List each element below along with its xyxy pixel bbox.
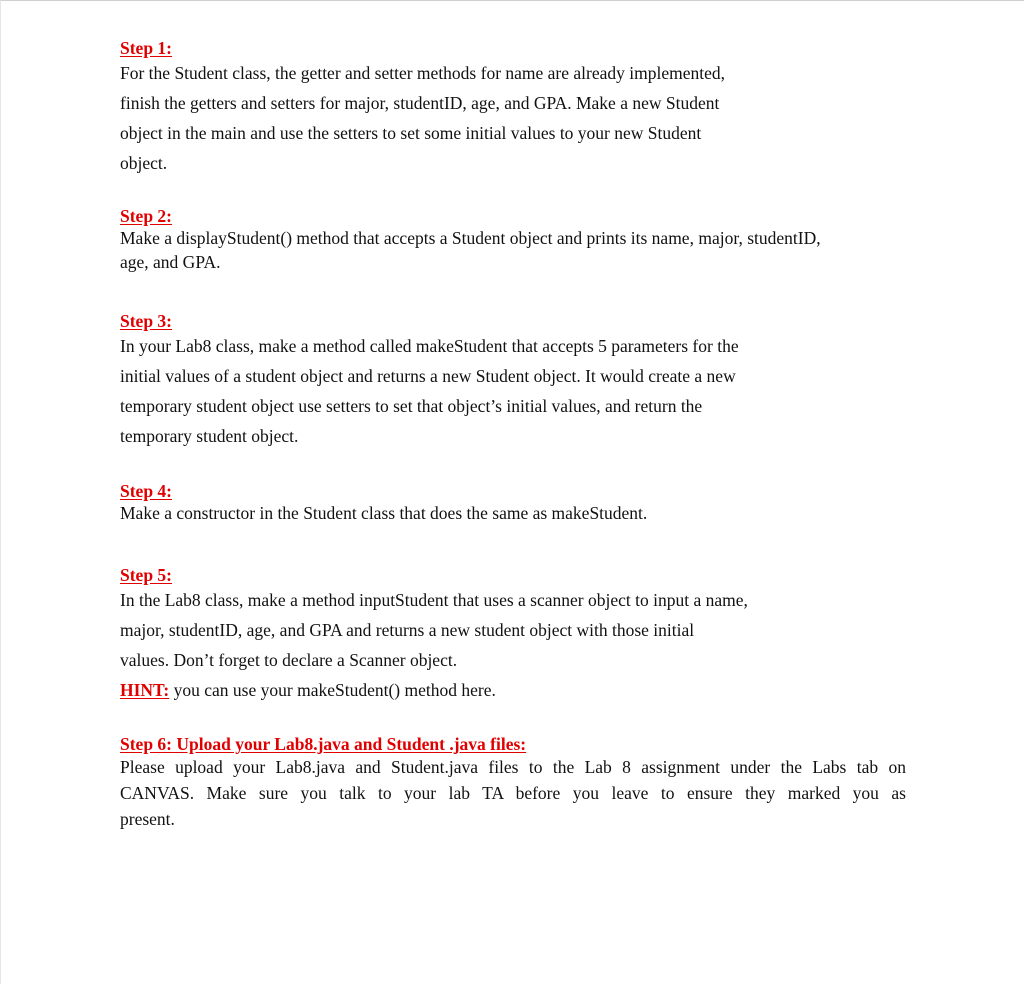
step-1-line-2: finish the getters and setters for major, studentID, age, and GPA. Make a new Student — [120, 93, 720, 113]
step-3-line-4: temporary student object. — [120, 426, 299, 446]
step-1 — [120, 38, 920, 178]
step-5-heading: Step 5: — [120, 565, 173, 585]
step-6-line-2: CANVAS. Make sure you talk to your lab TA before you leave to ensure they marked you as — [120, 783, 906, 803]
step-6 — [120, 734, 920, 832]
step-1-line-3: object in the main and use the setters to set some initial values to your new Student — [120, 123, 702, 143]
step-2-heading: Step 2: — [120, 206, 173, 226]
step-5 — [120, 565, 920, 705]
step-2 — [120, 206, 920, 274]
step-1-line-1: For the Student class, the getter and setter methods for name are already implemented, — [120, 63, 726, 83]
step-5-hint — [120, 675, 920, 705]
step-4-heading: Step 4: — [120, 481, 173, 501]
hint-text: you can use your makeStudent() method here. — [169, 680, 496, 700]
step-2-line-2: age, and GPA. — [120, 252, 221, 272]
step-5-line-2: major, studentID, age, and GPA and returns a new student object with those initial — [120, 620, 695, 640]
step-4-line-1: Make a constructor in the Student class that does the same as makeStudent. — [120, 503, 648, 523]
step-1-line-4: object. — [120, 153, 168, 173]
step-4 — [120, 481, 920, 525]
step-5-line-1: In the Lab8 class, make a method inputStudent that uses a scanner object to input a name, — [120, 590, 748, 610]
step-6-line-1: Please upload your Lab8.java and Student.java files to the Lab 8 assignment under the Labs tab on — [120, 757, 906, 777]
step-3-line-2: initial values of a student object and returns a new Student object. It would create a new — [120, 366, 736, 386]
step-3-heading: Step 3: — [120, 311, 173, 331]
step-1-heading: Step 1: — [120, 38, 173, 58]
step-6-heading: Step 6: Upload your Lab8.java and Student .java files: — [120, 734, 527, 754]
step-6-line-3: present. — [120, 809, 175, 829]
step-3-line-3: temporary student object use setters to set that object’s initial values, and return the — [120, 396, 703, 416]
hint-label: HINT: — [120, 680, 170, 700]
step-2-line-1: Make a displayStudent() method that accepts a Student object and prints its name, major, studentID, — [120, 228, 821, 248]
step-5-line-3: values. Don’t forget to declare a Scanner object. — [120, 650, 458, 670]
step-3-line-1: In your Lab8 class, make a method called makeStudent that accepts 5 parameters for the — [120, 336, 739, 356]
step-3 — [120, 311, 920, 451]
